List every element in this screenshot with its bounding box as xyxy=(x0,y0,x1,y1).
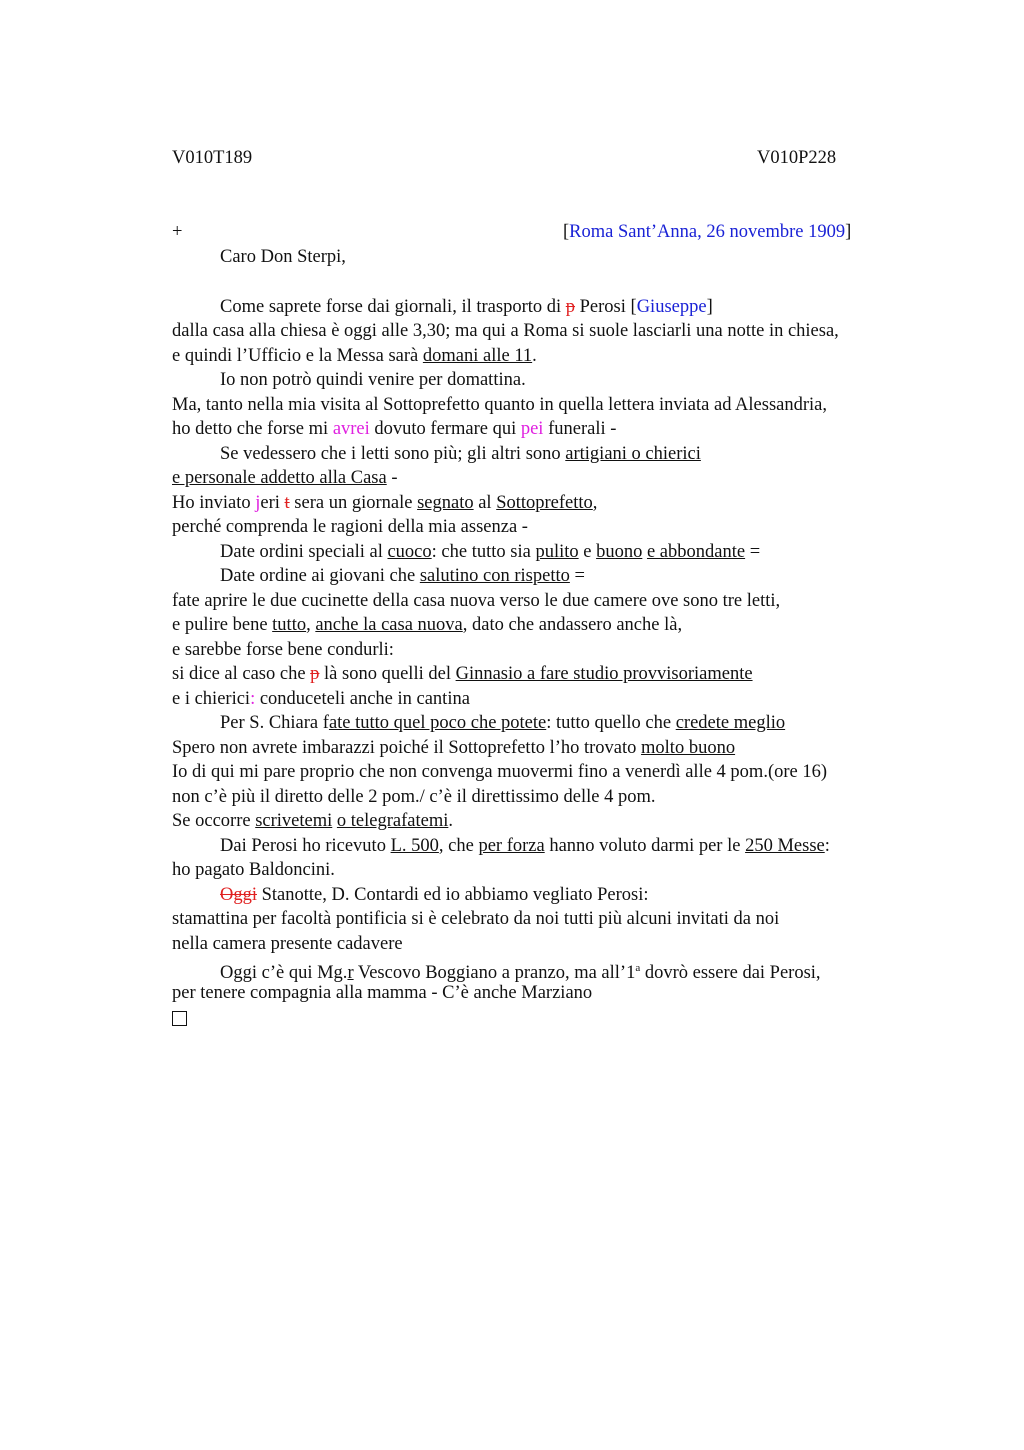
document-code-right: V010P228 xyxy=(757,148,837,168)
text-line: Spero non avrete imbarazzi poiché il Sottoprefetto l’ho trovato molto buono xyxy=(172,737,736,758)
text-line: ho pagato Baldoncini. xyxy=(172,860,335,880)
letter-date: [Roma Sant’Anna, 26 novembre 1909] xyxy=(563,222,852,242)
text-line: Se occorre scrivetemi o telegrafatemi. xyxy=(172,811,453,831)
letter-body xyxy=(172,246,932,1031)
salutation: Caro Don Sterpi, xyxy=(220,247,346,267)
text-line: nella camera presente cadavere xyxy=(172,933,403,954)
text-line: Date ordine ai giovani che salutino con rispetto = xyxy=(220,566,585,586)
end-square-icon xyxy=(172,1011,187,1026)
text-line: Come saprete forse dai giornali, il trasporto di p Perosi [Giuseppe] xyxy=(220,296,713,317)
text-line: Dai Perosi ho ricevuto L. 500, che per forza hanno voluto darmi per le 250 Messe: xyxy=(220,835,830,856)
text-line: per tenere compagnia alla mamma - C’è anche Marziano xyxy=(172,982,593,1003)
text-line: e quindi l’Ufficio e la Messa sarà domani alle 11. xyxy=(172,345,537,366)
text-line: Io non potrò quindi venire per domattina. xyxy=(220,370,526,390)
text-line: stamattina per facoltà pontificia si è celebrato da noi tutti più alcuni invitati da noi xyxy=(172,909,780,929)
text-line: e sarebbe forse bene condurli: xyxy=(172,639,394,660)
document-code-left: V010T189 xyxy=(172,148,253,168)
end-box-line xyxy=(172,1006,932,1031)
text-line: Ho inviato jeri t sera un giornale segnato al Sottoprefetto, xyxy=(172,492,598,513)
editorial-name: Giuseppe xyxy=(636,296,707,317)
deleted-text: p xyxy=(310,664,320,684)
text-line: perché comprenda le ragioni della mia assenza - xyxy=(172,517,528,537)
text-line: si dice al caso che p là sono quelli del Ginnasio a fare studio provvisoriamente xyxy=(172,664,753,684)
text-line: Oggi c’è qui Mg.r Vescovo Boggiano a pranzo, ma all’1$^a$ dovrò essere dai Perosi, xyxy=(220,962,821,984)
text-line: ho detto che forse mi avrei dovuto fermare qui pei funerali - xyxy=(172,419,617,439)
text-line: e pulire bene tutto, anche la casa nuova, dato che andassero anche là, xyxy=(172,615,683,635)
text-line: Date ordini speciali al cuoco: che tutto sia pulito e buono e abbondante = xyxy=(220,541,761,562)
deleted-text: Oggi xyxy=(220,884,257,905)
text-line: fate aprire le due cucinette della casa nuova verso le due camere ove sono tre letti, xyxy=(172,590,781,611)
text-line: Ma, tanto nella mia visita al Sottoprefetto quanto in quella lettera inviata ad Alessandria, xyxy=(172,394,828,415)
text-line: Per S. Chiara fate tutto quel poco che potete: tutto quello che credete meglio xyxy=(220,713,786,733)
deleted-text: p xyxy=(565,296,576,317)
text-line: Oggi Stanotte, D. Contardi ed io abbiamo vegliato Perosi: xyxy=(220,884,649,905)
text-line: Se vedessero che i letti sono più; gli altri sono artigiani o chierici xyxy=(220,443,701,464)
deleted-text: t xyxy=(284,492,290,513)
text-line: Io di qui mi pare proprio che non convenga muovermi fino a venerdì alle 4 pom.(ore 16) xyxy=(172,762,828,782)
text-line: dalla casa alla chiesa è oggi alle 3,30; ma qui a Roma si suole lasciarli una notte in chiesa, xyxy=(172,321,839,341)
text-line: e personale addetto alla Casa - xyxy=(172,468,398,488)
cross-mark: + xyxy=(172,222,183,242)
text-line: e i chierici: conduceteli anche in cantina xyxy=(172,688,470,709)
text-line: non c’è più il diretto delle 2 pom./ c’è il direttissimo delle 4 pom. xyxy=(172,786,656,807)
date-text: Roma Sant’Anna, 26 novembre 1909 xyxy=(569,222,846,242)
